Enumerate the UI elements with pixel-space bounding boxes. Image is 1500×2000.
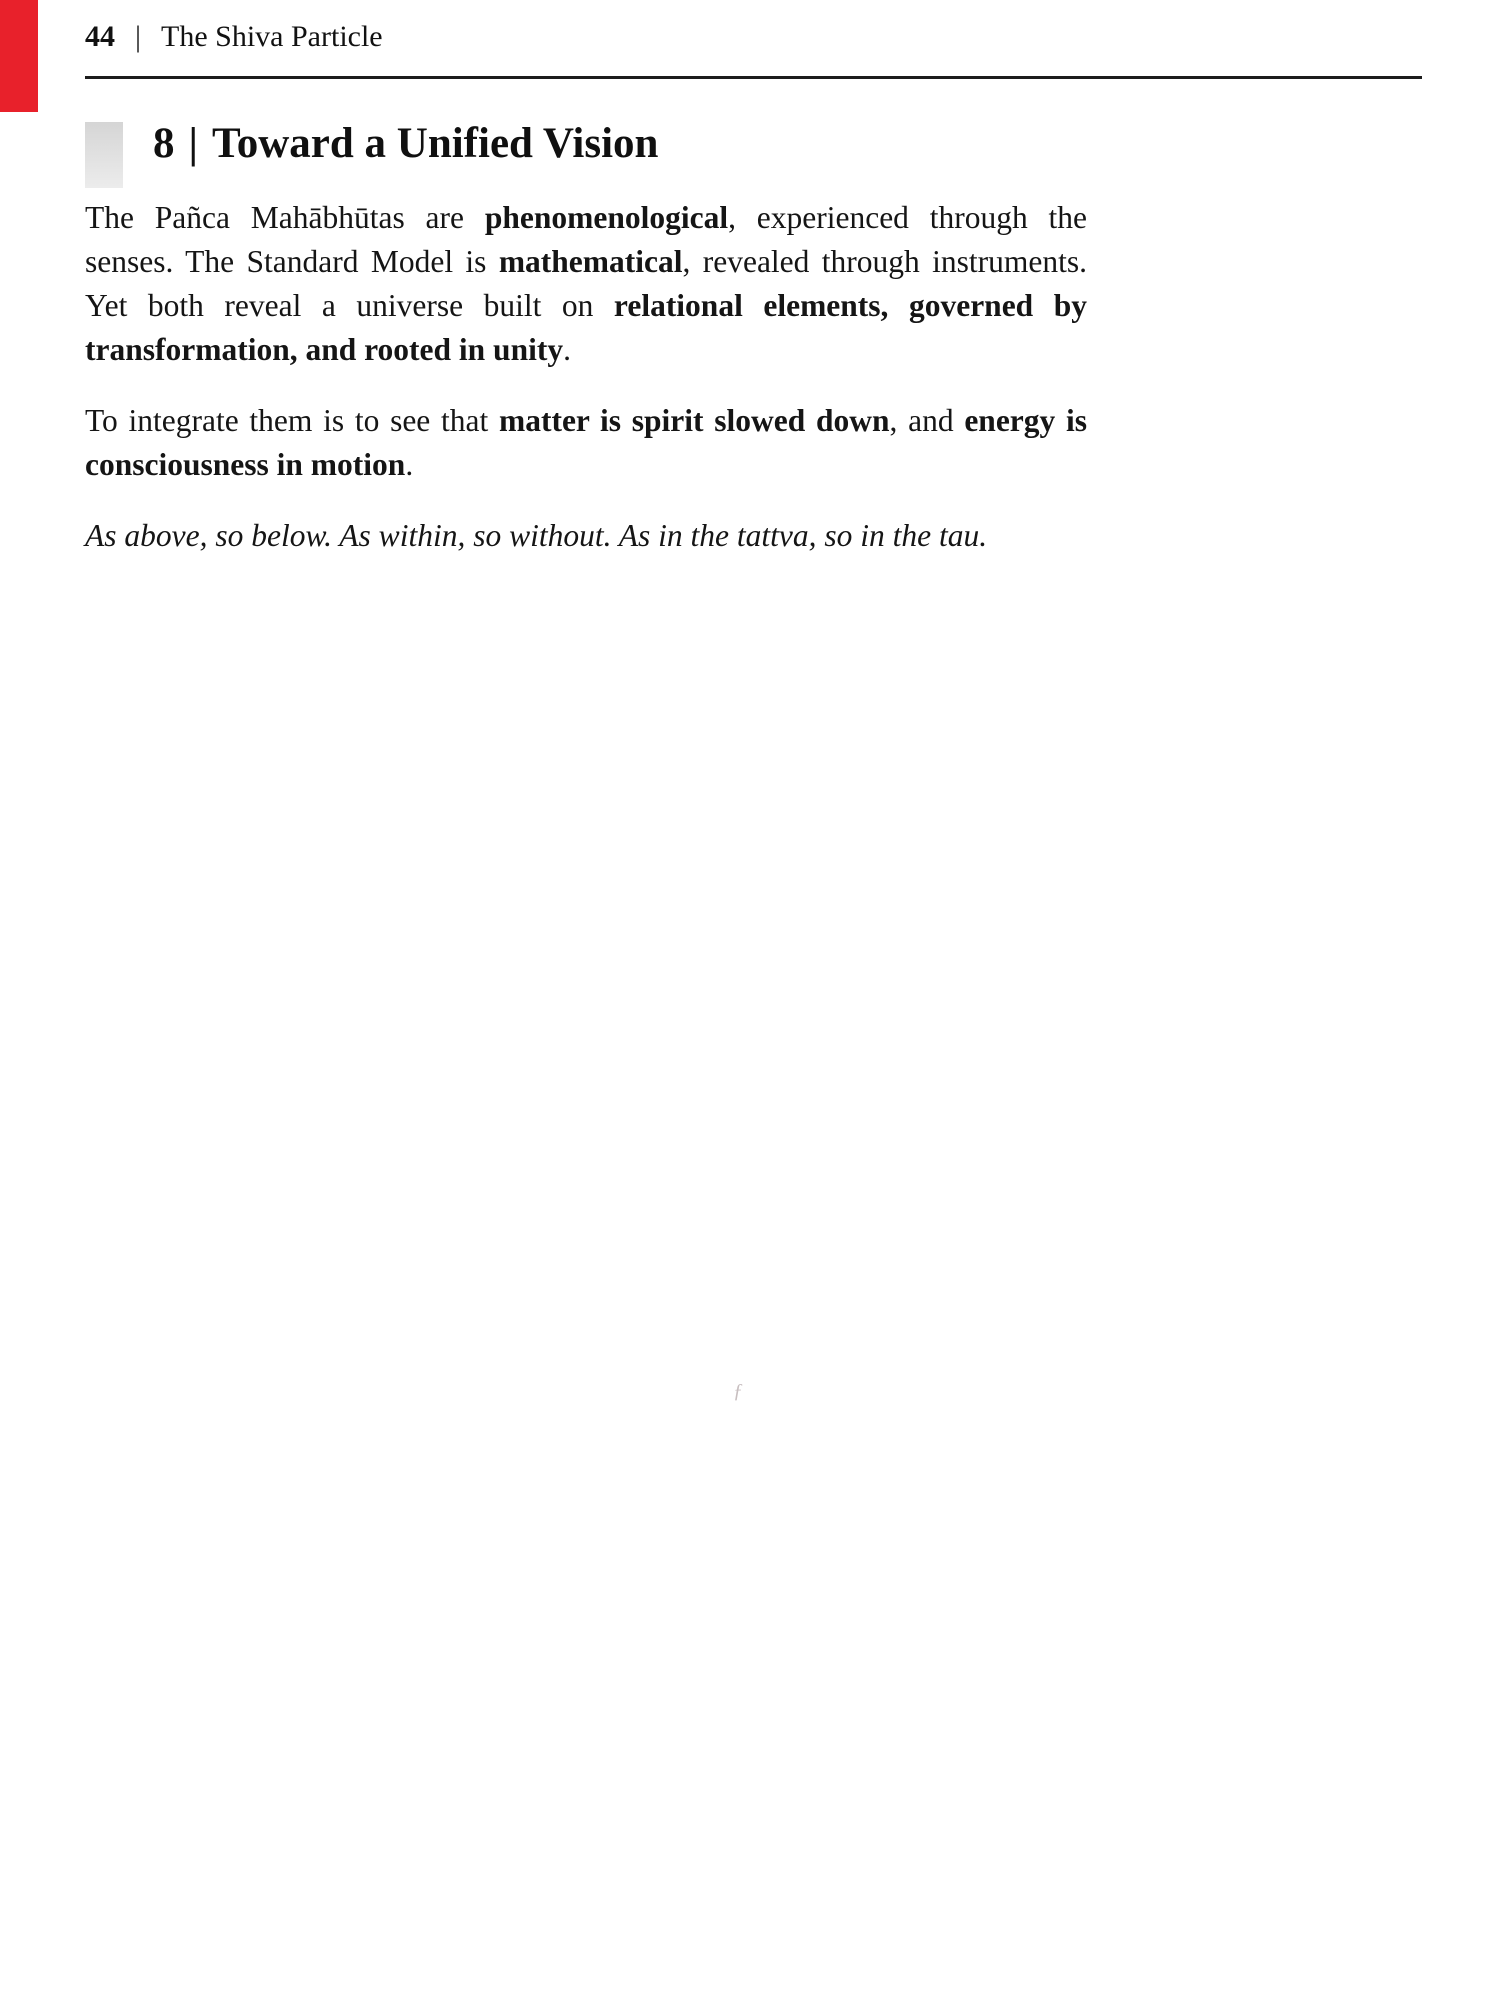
chapter-title: [153, 118, 658, 170]
paragraph: [85, 514, 1087, 558]
scan-artifact: ƒ: [733, 1380, 743, 1402]
bold-text-segment: phenomenological: [484, 200, 729, 235]
page-number: 44: [85, 20, 115, 53]
text-segment: To integrate them is to see that: [85, 403, 499, 438]
text-segment: .: [563, 332, 571, 367]
chapter-title-divider: |: [188, 120, 198, 167]
page-header: [85, 20, 383, 54]
text-segment: , and: [889, 403, 965, 438]
text-segment: The Pañca Mahābhūtas are: [85, 200, 485, 235]
header-rule: [85, 76, 1422, 79]
text-segment: , revealed through instruments. Yet both reveal a universe built on: [85, 244, 1088, 323]
text-segment: .: [405, 447, 414, 482]
red-spine-edge: [0, 0, 38, 112]
bold-text-segment: energy is consciousness in motion: [85, 403, 1088, 482]
body-paragraphs: [85, 196, 1087, 585]
text-segment: , experienced through the senses. The Standard Model is: [85, 200, 1088, 279]
paragraph: [85, 399, 1087, 487]
chapter-number: 8: [153, 120, 175, 167]
chapter-heading: [85, 118, 658, 188]
bold-text-segment: matter is spirit slowed down: [498, 403, 890, 438]
bold-text-segment: mathematical: [498, 244, 683, 279]
bold-text-segment: relational elements, governed by transformation, and rooted in unity: [85, 288, 1087, 367]
chapter-title-text: Toward a Unified Vision: [211, 120, 659, 167]
running-title: The Shiva Particle: [161, 20, 383, 53]
paragraph: [85, 196, 1087, 372]
heading-marker: [85, 122, 123, 188]
text-segment: As above, so below. As within, so without. As in the tattva, so in the tau.: [85, 518, 988, 553]
header-divider: |: [135, 20, 142, 53]
